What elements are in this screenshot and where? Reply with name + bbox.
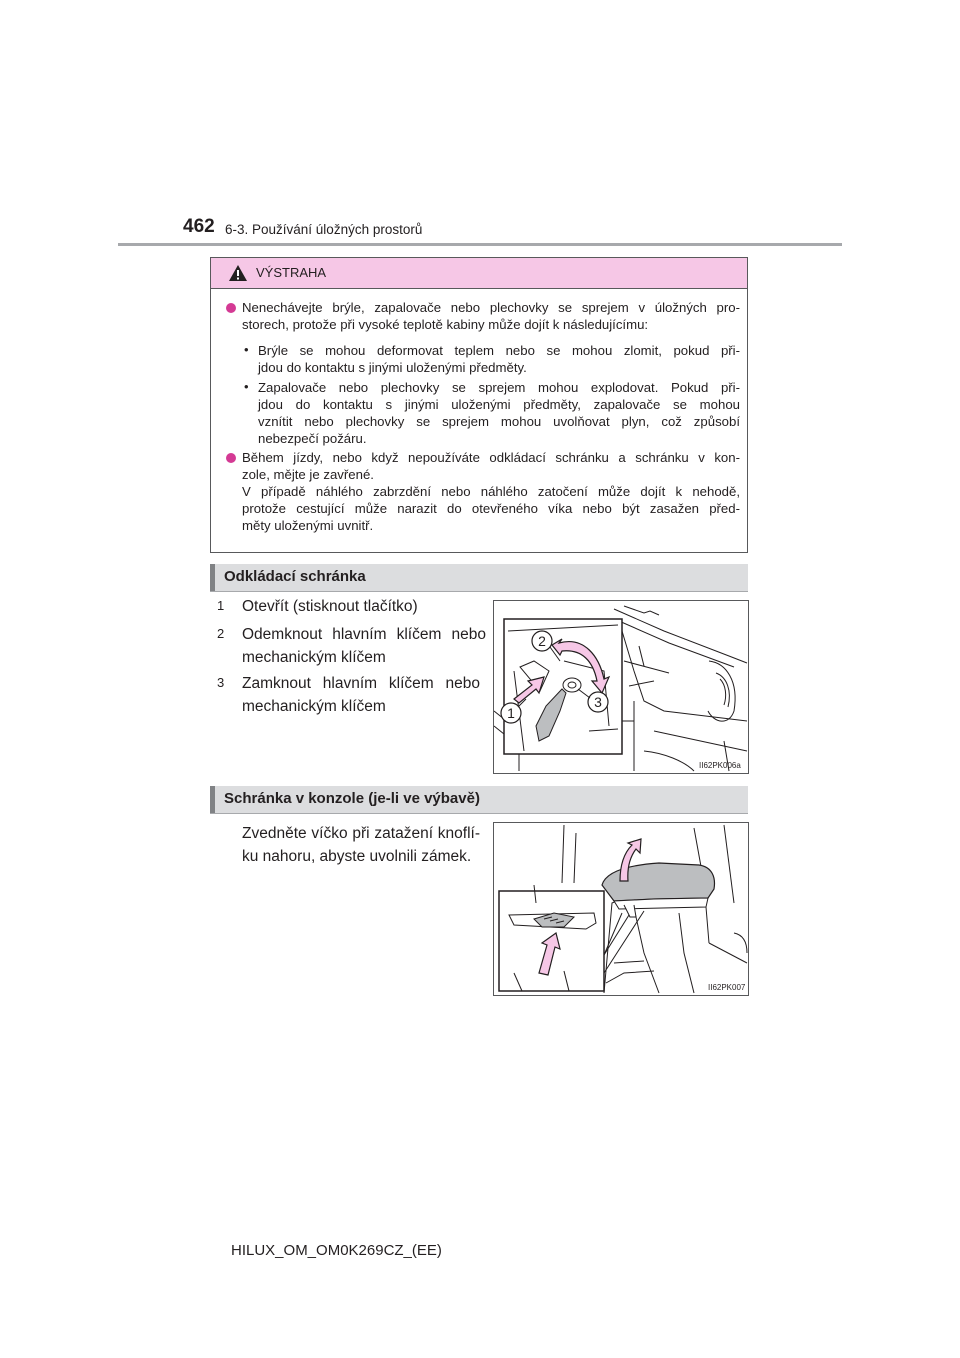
figure-code: II62PK006a bbox=[699, 761, 741, 770]
warning-text: Nenechávejte brýle, zapalovače nebo plechovky se sprejem v úložných pro- bbox=[242, 300, 740, 315]
warning-text: storech, protože při vysoké teplotě kabiny může dojít k následujícímu: bbox=[242, 317, 649, 332]
header-rule bbox=[118, 243, 842, 246]
warning-text: zole, mějte je zavřené. bbox=[242, 467, 374, 482]
figure-code: II62PK007 bbox=[708, 983, 746, 992]
page-number: 462 bbox=[183, 216, 215, 237]
warning-triangle-icon bbox=[228, 264, 248, 282]
warning-text: protože cestující může narazit do otevřeného víka nebo být zasažen před- bbox=[242, 501, 740, 516]
warning-text: jdou do kontaktu s jinými uloženými předměty, zapalovače se mohou bbox=[258, 397, 740, 412]
warning-text: Brýle se mohou deformovat teplem nebo se mohou zlomit, pokud při- bbox=[258, 343, 740, 358]
sub-bullet: • bbox=[244, 379, 249, 394]
sub-bullet: • bbox=[244, 342, 249, 357]
warning-text: vznítit nebo plechovky se sprejem mohou uvolňovat plyn, což způsobí bbox=[258, 414, 740, 429]
step-text: mechanickým klíčem bbox=[242, 649, 386, 666]
console-text: Zvedněte víčko při zatažení knoflí- bbox=[242, 825, 480, 842]
warning-text: Během jízdy, nebo když nepoužíváte odkládací schránku a schránku v kon- bbox=[242, 450, 740, 465]
console-drawing bbox=[494, 823, 748, 995]
callout-1: 1 bbox=[507, 705, 515, 721]
step-number: 2 bbox=[217, 626, 225, 641]
step-text: Otevřít (stisknout tlačítko) bbox=[242, 598, 418, 615]
section-heading-glovebox bbox=[210, 564, 748, 592]
bullet-dot bbox=[226, 303, 236, 313]
step-text: Zamknout hlavním klíčem nebo bbox=[242, 675, 480, 692]
glovebox-drawing bbox=[494, 601, 748, 773]
section-heading-bar bbox=[210, 786, 215, 813]
warning-header bbox=[211, 258, 747, 289]
section-heading-label: Odkládací schránka bbox=[224, 568, 366, 585]
console-text: ku nahoru, abyste uvolnili zámek. bbox=[242, 848, 472, 865]
warning-text: nebezpečí požáru. bbox=[258, 431, 367, 446]
section-heading-console bbox=[210, 786, 748, 814]
section-heading-label: Schránka v konzole (je-li ve výbavě) bbox=[224, 790, 480, 807]
step-text: Odemknout hlavním klíčem nebo bbox=[242, 626, 486, 643]
section-title: 6-3. Používání úložných prostorů bbox=[225, 222, 423, 237]
warning-text: měty uloženými uvnitř. bbox=[242, 518, 374, 533]
callout-3: 3 bbox=[594, 694, 602, 710]
warning-label: VÝSTRAHA bbox=[256, 265, 327, 280]
warning-text: V případě náhlého zabrzdění nebo náhlého zatočení může dojít k nehodě, bbox=[242, 484, 740, 499]
document-code: HILUX_OM_OM0K269CZ_(EE) bbox=[231, 1242, 442, 1259]
section-heading-bar bbox=[210, 564, 215, 591]
step-text: mechanickým klíčem bbox=[242, 698, 386, 715]
warning-box bbox=[210, 257, 748, 553]
bullet-dot bbox=[226, 453, 236, 463]
warning-text: jdou do kontaktu s jinými uloženými předměty. bbox=[258, 360, 527, 375]
console-illustration bbox=[493, 822, 749, 996]
step-number: 1 bbox=[217, 598, 225, 613]
step-number: 3 bbox=[217, 675, 225, 690]
glovebox-illustration bbox=[493, 600, 749, 774]
callout-2: 2 bbox=[538, 633, 546, 649]
warning-text: Zapalovače nebo plechovky se sprejem mohou explodovat. Pokud při- bbox=[258, 380, 740, 395]
